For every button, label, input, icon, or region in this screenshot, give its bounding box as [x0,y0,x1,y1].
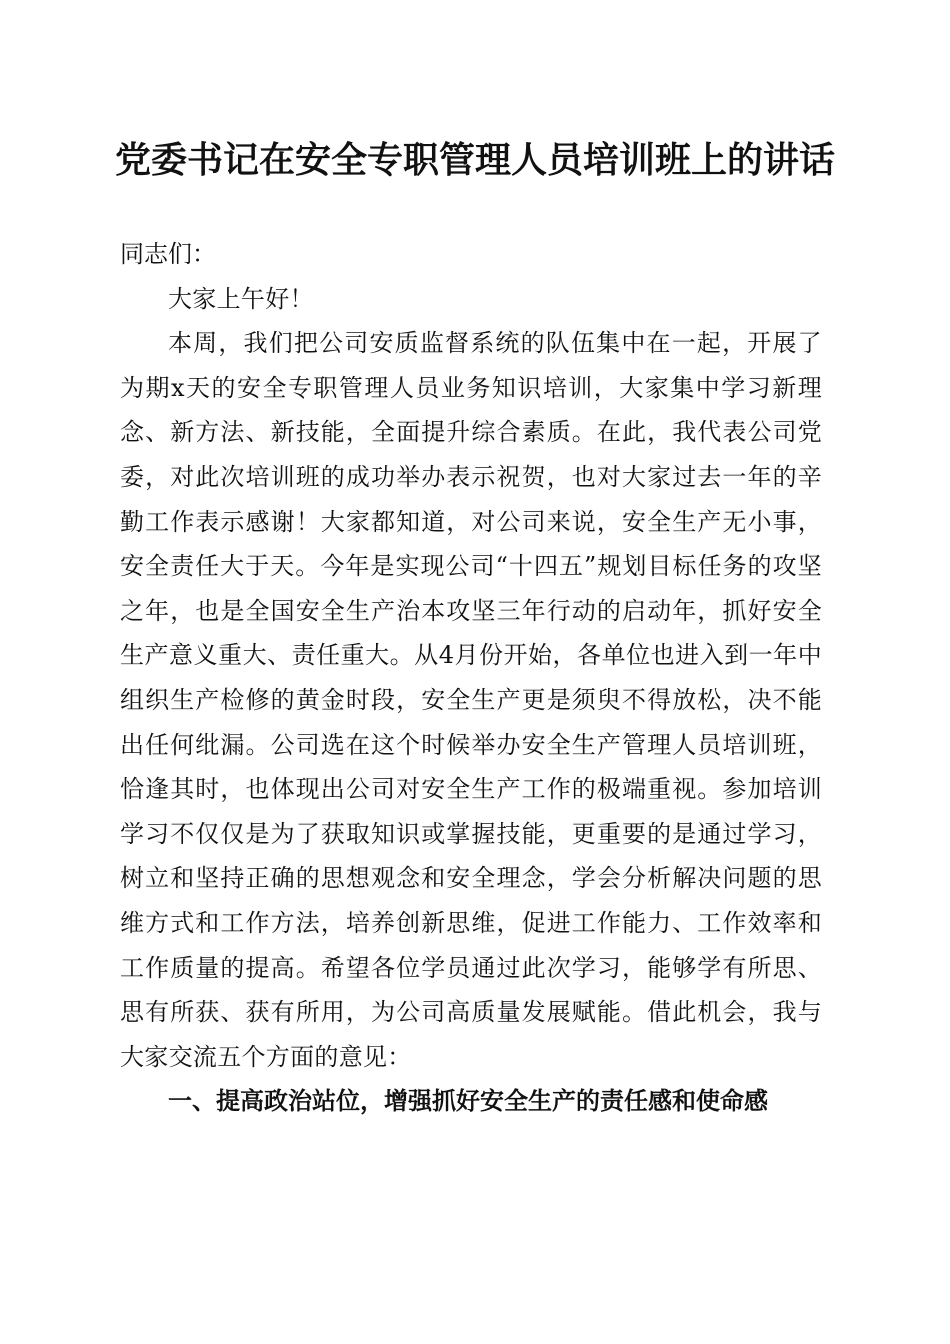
salutation: 同志们： [120,240,216,268]
document-title: 党委书记在安全专职管理人员培训班上的讲话 [114,139,835,181]
document-body [120,232,822,1124]
greeting-paragraph: 大家上午好！ [168,284,314,313]
section-heading-1: 一、提高政治站位，增强抓好安全生产的责任感和使命感 [168,1087,768,1116]
main-paragraph: 本周，我们把公司安质监督系统的队伍集中在一起，开展了为期x天的安全专职管理人员业务知识培训，大家集中学习新理念、新方法、新技能，全面提升综合素质。在此，我代表公司党委，对此次培训班的成功举办表示祝贺，也对大家过去一年的辛勤工作表示感谢！大家都知道，对公司来说，安全生产无小事，安全责任大于天。今年是实现公司“十四五”规划目标任务的攻坚之年，也是全国安全生产治本攻坚三年行动的启动年，抓好安全生产意义重大、责任重大。从4月份开始，各单位也进入到一年中组织生产检修的黄金时段，安全生产更是须臾不得放松，决不能出任何纰漏。公司选在这个时候举办安全生产管理人员培训班，恰逢其时，也体现出公司对安全生产工作的极端重视。参加培训学习不仅仅是为了获取知识或掌握技能，更重要的是通过学习，树立和坚持正确的思想观念和安全理念，学会分析解决问题的思维方式和工作方法，培养创新思维，促进工作能力、工作效率和工作质量的提高。希望各位学员通过此次学习，能够学有所思、思有所获、获有所用，为公司高质量发展赋能。借此机会，我与大家交流五个方面的意见： [120,329,822,1071]
